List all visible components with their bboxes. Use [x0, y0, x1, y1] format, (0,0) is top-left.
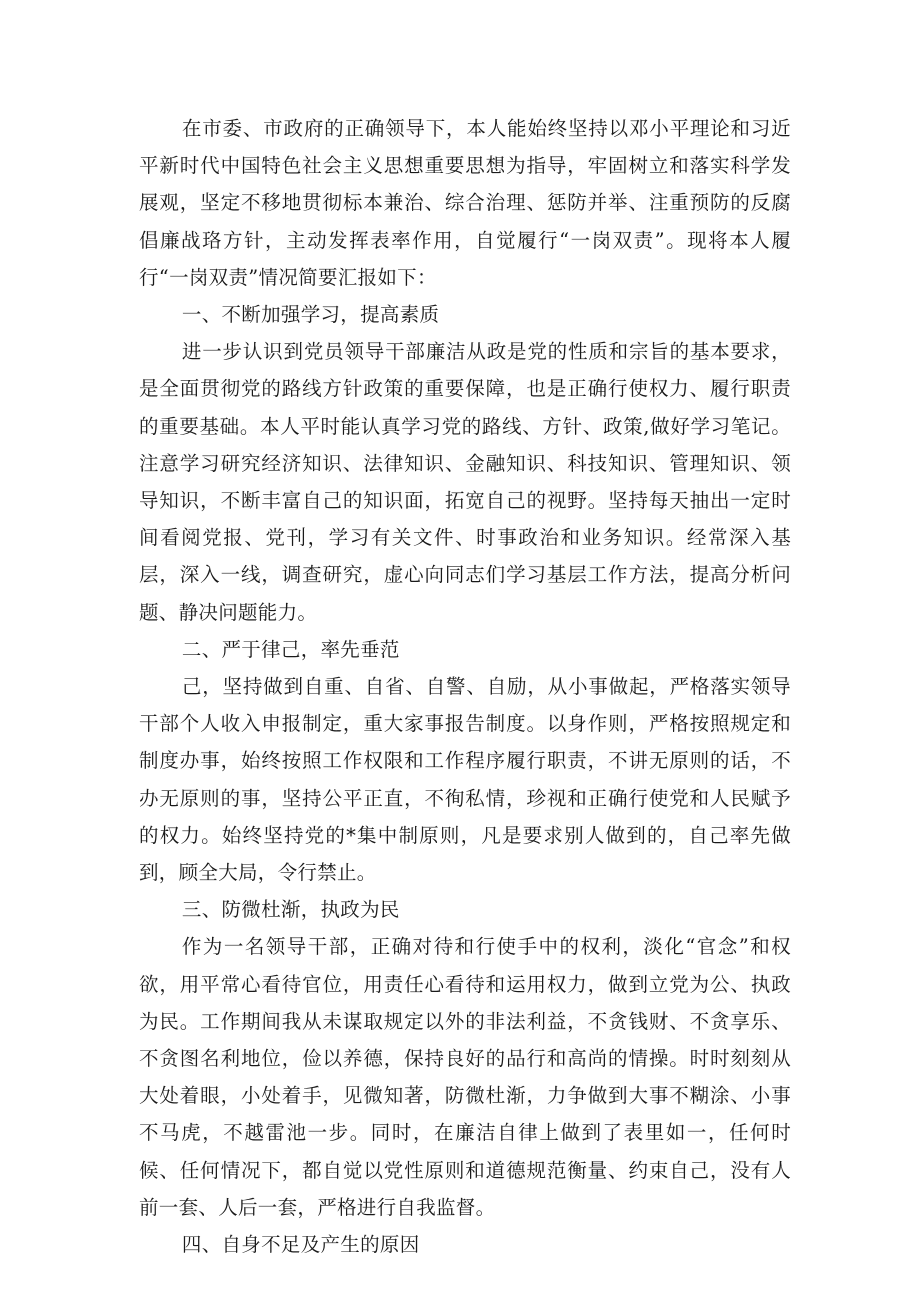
section-heading-1: 一、不断加强学习，提高素质	[181, 303, 440, 327]
section-3-paragraph: 作为一名领导干部，正确对待和行使手中的权利，淡化“官念”和权欲，用平常心看待官位，用责任心看待和运用权力，做到立党为公、执政为民。工作期间我从未谋取规定以外的非法利益，不贪钱财、不贪享乐、不贪图名利地位，俭以养德，保持良好的品行和高尚的情操。时时刻刻从大处着眼，小处着手，见微知著，防微杜渐，力争做到大事不糊涂、小事不马虎，不越雷池一步。同时，在廉洁自律上做到了表里如一，任何时候、任何情况下，都自觉以党性原则和道德规范衡量、约束自己，没有人前一套、人后一套，严格进行自我监督。	[139, 935, 791, 1219]
section-2-paragraph: 己，坚持做到自重、自省、自警、自励，从小事做起，严格落实领导干部个人收入申报制定，重大家事报告制度。以身作则，严格按照规定和制度办事，始终按照工作权限和工作程序履行职责，不讲无原则的话，不办无原则的事，坚持公平正直，不徇私情，珍视和正确行使党和人民赋予的权力。始终坚持党的*集中制原则，凡是要求别人做到的，自己率先做到，顾全大局，令行禁止。	[139, 675, 791, 885]
intro-paragraph: 在市委、市政府的正确领导下，本人能始终坚持以邓小平理论和习近平新时代中国特色社会主义思想重要思想为指导，牢固树立和落实科学发展观，坚定不移地贯彻标本兼治、综合治理、惩防并举、注重预防的反腐倡廉战珞方针，主动发挥表率作用，自觉履行“一岗双责”。现将本人履行“一岗双责”情况简要汇报如下：	[139, 117, 791, 289]
section-heading-3: 三、防微杜渐，执政为民	[181, 898, 400, 922]
section-heading-2: 二、严于律己，率先垂范	[181, 637, 400, 661]
document-body	[139, 110, 791, 1263]
section-heading-4: 四、自身不足及产生的原因	[181, 1233, 420, 1257]
section-1-paragraph: 进一步认识到党员领导干部廉洁从政是党的性质和宗旨的基本要求，是全面贯彻党的路线方针政策的重要保障，也是正确行使权力、履行职责的重要基础。本人平时能认真学习党的路线、方针、政策,做好学习笔记。注意学习研究经济知识、法律知识、金融知识、科技知识、管理知识、领导知识，不断丰富自己的知识面，拓宽自己的视野。坚持每天抽出一定时间看阅党报、党刊，学习有关文件、时事政治和业务知识。经常深入基层，深入一线，调查研究，虚心向同志们学习基层工作方法，提高分析问题、静决问题能力。	[139, 340, 791, 624]
